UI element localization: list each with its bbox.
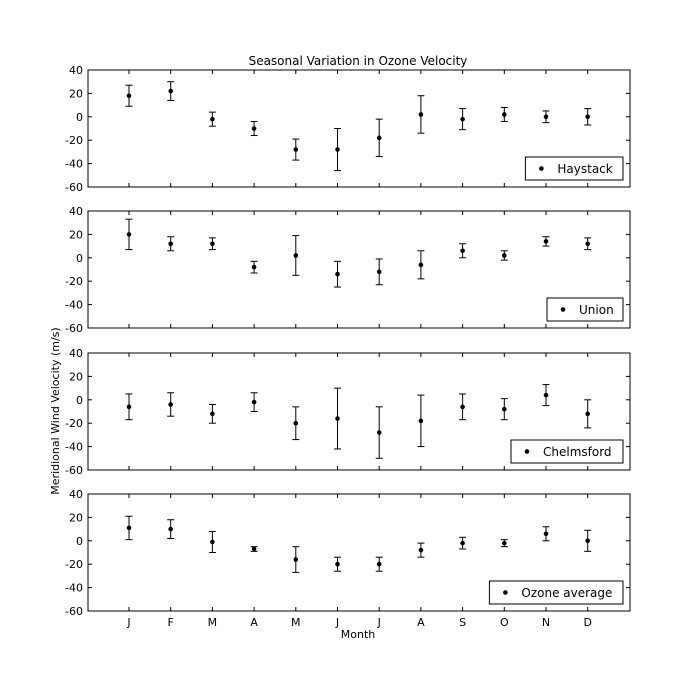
data-point bbox=[335, 416, 340, 421]
data-point bbox=[127, 526, 132, 531]
y-tick-label: -20 bbox=[65, 417, 83, 431]
data-point bbox=[210, 540, 215, 545]
x-tick-label: J bbox=[377, 616, 381, 629]
legend-label: Ozone average bbox=[521, 586, 613, 600]
panel-1 bbox=[65, 64, 630, 194]
x-axis-title: Month bbox=[340, 628, 376, 641]
data-point bbox=[168, 402, 173, 407]
data-point bbox=[419, 263, 424, 268]
y-tick-label: -20 bbox=[65, 134, 83, 148]
legend-marker bbox=[503, 590, 508, 595]
legend bbox=[511, 440, 623, 463]
y-tick-label: -40 bbox=[65, 298, 83, 312]
data-point bbox=[544, 531, 549, 536]
y-tick-label: 0 bbox=[76, 534, 83, 548]
data-point bbox=[168, 527, 173, 532]
y-tick-label: 20 bbox=[69, 228, 83, 242]
y-tick-label: -20 bbox=[65, 275, 83, 289]
data-point bbox=[210, 241, 215, 246]
x-tick-label: M bbox=[207, 616, 218, 629]
data-point bbox=[168, 89, 173, 94]
data-point bbox=[544, 239, 549, 244]
x-tick-label: A bbox=[417, 616, 425, 629]
data-point bbox=[252, 265, 257, 270]
data-point bbox=[544, 393, 549, 398]
data-point bbox=[252, 126, 257, 131]
data-point bbox=[460, 248, 465, 253]
data-point bbox=[252, 400, 257, 405]
data-point bbox=[377, 270, 382, 275]
y-tick-label: -40 bbox=[65, 440, 83, 454]
y-axis-title: Meridional Wind Velocity (m/s) bbox=[49, 327, 62, 495]
x-tick-label: D bbox=[583, 616, 592, 629]
data-point bbox=[294, 557, 299, 562]
data-point bbox=[419, 112, 424, 117]
data-point bbox=[460, 405, 465, 410]
y-tick-label: -40 bbox=[65, 581, 83, 595]
data-point bbox=[502, 253, 507, 258]
legend-label: Chelmsford bbox=[543, 445, 612, 459]
y-tick-label: -60 bbox=[65, 181, 83, 194]
data-point bbox=[502, 541, 507, 546]
data-point bbox=[127, 93, 132, 98]
y-tick-label: 20 bbox=[69, 370, 83, 384]
data-point bbox=[127, 232, 132, 237]
data-point bbox=[294, 253, 299, 258]
y-tick-label: 40 bbox=[69, 488, 83, 501]
x-tick-label: N bbox=[541, 616, 551, 629]
data-point bbox=[585, 241, 590, 246]
x-tick-label: F bbox=[167, 616, 174, 629]
y-tick-label: 20 bbox=[69, 87, 83, 101]
y-tick-label: -60 bbox=[65, 322, 83, 335]
data-point bbox=[377, 136, 382, 141]
x-tick-label: O bbox=[499, 616, 509, 629]
y-tick-label: 0 bbox=[76, 393, 83, 407]
data-point bbox=[294, 421, 299, 426]
data-point bbox=[210, 117, 215, 122]
legend bbox=[547, 298, 623, 321]
data-point bbox=[460, 117, 465, 122]
data-point bbox=[210, 412, 215, 417]
legend-marker bbox=[525, 449, 530, 454]
y-tick-label: -60 bbox=[65, 464, 83, 477]
y-tick-label: -40 bbox=[65, 157, 83, 171]
y-tick-label: -60 bbox=[65, 605, 83, 618]
y-tick-label: -20 bbox=[65, 558, 83, 572]
data-point bbox=[502, 112, 507, 117]
x-tick-label: M bbox=[291, 616, 301, 629]
data-point bbox=[168, 241, 173, 246]
data-point bbox=[377, 430, 382, 435]
data-point bbox=[544, 115, 549, 120]
y-tick-label: 20 bbox=[69, 511, 83, 525]
data-point bbox=[335, 272, 340, 277]
legend-marker bbox=[539, 166, 544, 171]
panel-4 bbox=[65, 488, 630, 629]
legend bbox=[525, 157, 623, 180]
y-tick-label: 40 bbox=[69, 347, 83, 360]
data-point bbox=[294, 147, 299, 152]
data-point bbox=[127, 405, 132, 410]
panels-group bbox=[65, 64, 630, 629]
data-point bbox=[502, 407, 507, 412]
data-point bbox=[585, 115, 590, 120]
data-point bbox=[335, 562, 340, 567]
y-tick-label: 40 bbox=[69, 64, 83, 77]
chart-title: Seasonal Variation in Ozone Velocity bbox=[248, 54, 468, 68]
data-point bbox=[252, 547, 257, 552]
data-point bbox=[585, 539, 590, 544]
y-tick-label: 40 bbox=[69, 205, 83, 218]
data-point bbox=[585, 412, 590, 417]
data-point bbox=[460, 541, 465, 546]
data-point bbox=[419, 548, 424, 553]
panel-3 bbox=[65, 347, 630, 477]
x-tick-label: J bbox=[127, 616, 131, 629]
panel-2 bbox=[65, 205, 630, 335]
legend bbox=[489, 581, 623, 604]
y-tick-label: 0 bbox=[76, 110, 83, 124]
data-point bbox=[419, 419, 424, 424]
legend-label: Union bbox=[579, 303, 614, 317]
x-tick-label: S bbox=[459, 616, 467, 629]
x-tick-label: J bbox=[335, 616, 340, 629]
data-point bbox=[377, 562, 382, 567]
legend-label: Haystack bbox=[557, 162, 613, 176]
legend-marker bbox=[561, 307, 566, 312]
y-tick-label: 0 bbox=[76, 251, 83, 265]
x-tick-label: A bbox=[250, 616, 258, 629]
data-point bbox=[335, 147, 340, 152]
